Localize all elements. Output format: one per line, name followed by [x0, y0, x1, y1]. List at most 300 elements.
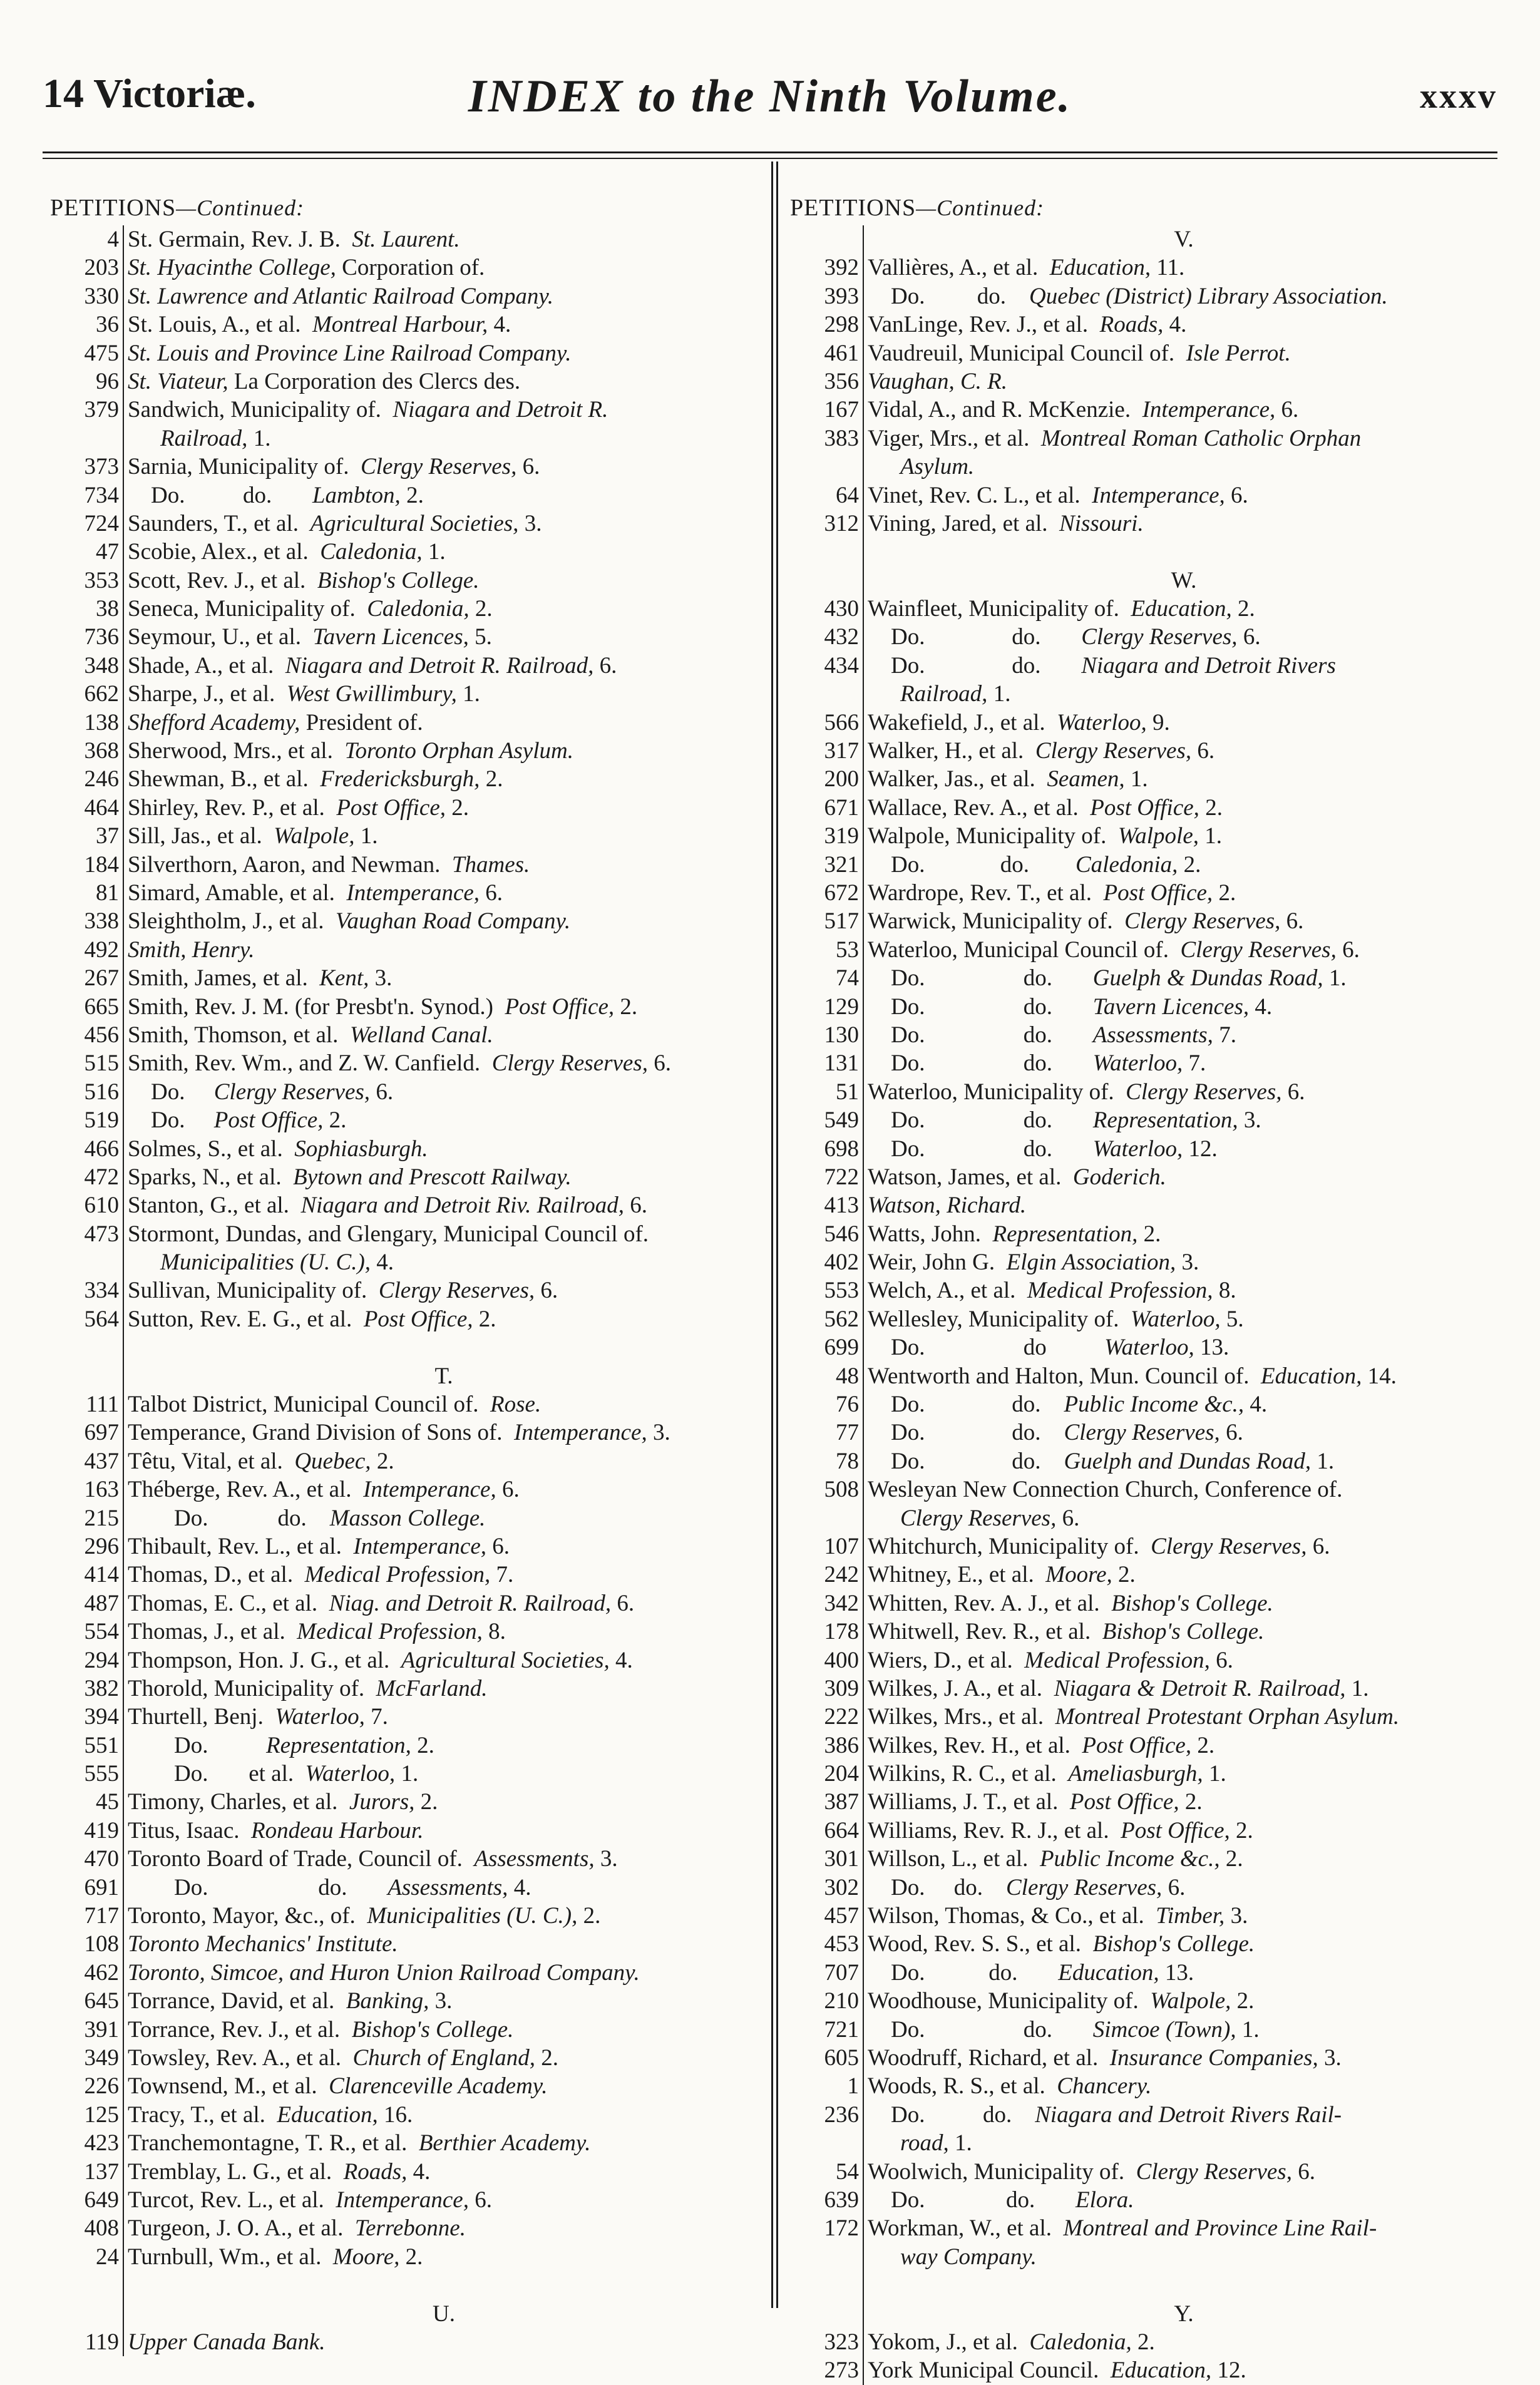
entry-name: Wentworth and Halton, Mun. Council of.	[868, 1363, 1261, 1389]
entry-reference: 6.	[1237, 624, 1261, 650]
entry-number	[790, 567, 864, 595]
entry-text	[864, 282, 1388, 310]
entry-text	[124, 2044, 558, 2072]
entry-number: 456	[50, 1021, 124, 1049]
entry-subject: Roads,	[1099, 312, 1164, 338]
entry-number: 236	[790, 2101, 864, 2129]
entry-text	[124, 2101, 413, 2129]
entry-reference: 2.	[1112, 1562, 1136, 1588]
entry-subject: Clergy Reserves,	[378, 1278, 535, 1304]
entry-number: 36	[50, 310, 124, 339]
entry-name: Saunders, T., et al.	[128, 510, 311, 536]
entry-name: Do. do.	[868, 851, 1075, 878]
entry-subject: Municipalities (U. C.),	[367, 1903, 578, 1929]
entry-name: Smith, Thomson, et al.	[128, 1022, 350, 1048]
entry-subject: Clergy Reserves,	[1035, 738, 1192, 764]
entry-subject: Representation,	[992, 1221, 1138, 1247]
entry-number: 301	[790, 1845, 864, 1873]
entry-number: 108	[50, 1930, 124, 1958]
entry-text	[124, 2129, 591, 2157]
entry-name: Stormont, Dundas, and Glengary, Municipal Council of.	[128, 1221, 649, 1247]
entry-text	[864, 1447, 1334, 1475]
entry-reference: 1.	[1236, 2016, 1260, 2043]
entry-number: 549	[790, 1106, 864, 1134]
entry-number: 203	[50, 254, 124, 282]
entry-name: Do. et al.	[128, 1761, 305, 1787]
index-entry	[790, 2186, 1504, 2214]
entry-text	[124, 2214, 466, 2242]
entry-number: 373	[50, 453, 124, 481]
index-entry	[50, 680, 764, 708]
entry-reference: 2.	[414, 1789, 438, 1815]
entry-text	[864, 822, 1222, 850]
entry-number: 96	[50, 367, 124, 396]
entry-reference: 1.	[354, 823, 378, 849]
entry-number: 724	[50, 510, 124, 538]
entry-number: 400	[790, 1646, 864, 1675]
entry-reference: 8.	[482, 1619, 506, 1645]
entry-name: Thibault, Rev. L., et al.	[128, 1533, 354, 1559]
entry-number: 45	[50, 1788, 124, 1816]
entry-name: Do. do.	[868, 1874, 1006, 1900]
entry-name: St. Louis, A., et al.	[128, 312, 312, 338]
entry-name: Yokom, J., et al.	[868, 2329, 1030, 2355]
index-entry	[50, 936, 764, 964]
entry-number: 402	[790, 1248, 864, 1276]
entry-number: 379	[50, 396, 124, 424]
entry-subject: Caledonia,	[320, 539, 423, 565]
entry-text	[124, 2158, 430, 2186]
entry-reference: 4.	[1249, 993, 1273, 1020]
entry-number: 419	[50, 1817, 124, 1845]
index-entry	[50, 538, 764, 566]
index-entry	[50, 424, 764, 453]
index-entry	[790, 1475, 1504, 1504]
entry-name: Do. do.	[868, 1107, 1093, 1134]
index-entry	[790, 2016, 1504, 2044]
index-entry	[790, 794, 1504, 822]
entry-name: Townsend, M., et al.	[128, 2073, 329, 2100]
entry-number: 391	[50, 2016, 124, 2044]
index-entry	[790, 595, 1504, 623]
entry-subject: Vaughan Road Company.	[335, 908, 571, 935]
entry-reference: 1.	[1203, 1761, 1226, 1787]
entry-name: Wilson, Thomas, & Co., et al.	[868, 1903, 1156, 1929]
entry-name: Wiers, D., et al.	[868, 1647, 1025, 1673]
index-entry	[790, 453, 1504, 481]
entry-name: Vidal, A., and R. McKenzie.	[868, 397, 1142, 423]
entry-number: 519	[50, 1106, 124, 1134]
entry-text	[124, 510, 542, 538]
entry-name: Thorold, Municipality of.	[128, 1675, 376, 1701]
entry-name: Shade, A., et al.	[128, 652, 285, 679]
entry-subject: Intemperance,	[363, 1477, 496, 1503]
entry-number: 393	[790, 282, 864, 310]
entry-reference: 3.	[1176, 1249, 1199, 1276]
entry-name: Viger, Mrs., et al.	[868, 425, 1041, 451]
entry-name: Turnbull, Wm., et al.	[128, 2244, 333, 2270]
entry-text	[124, 765, 503, 793]
entry-subject: Montreal Harbour,	[312, 312, 488, 338]
page-header	[43, 70, 1497, 139]
entry-subject: Elgin Association,	[1006, 1249, 1176, 1276]
entry-text	[124, 1760, 418, 1788]
entry-number: 722	[790, 1163, 864, 1191]
entry-subject: Clergy Reserves,	[1136, 2158, 1292, 2185]
entry-text	[124, 2016, 513, 2044]
index-entry	[790, 1021, 1504, 1049]
entry-subject: Smith, Henry.	[128, 936, 255, 963]
entry-text	[124, 851, 530, 879]
index-entry	[790, 282, 1504, 310]
entry-subject: Education,	[1131, 596, 1232, 622]
entry-subject: Roads,	[343, 2158, 408, 2185]
entry-text	[864, 367, 1007, 396]
entry-subject: Bishop's College.	[1111, 1590, 1273, 1616]
entry-number: 387	[790, 1788, 864, 1816]
entry-name: Thomas, D., et al.	[128, 1562, 305, 1588]
entry-name: Smith, Rev. Wm., and Z. W. Canfield.	[128, 1050, 492, 1077]
entry-name: Do. do.	[868, 1959, 1059, 1986]
entry-number: 546	[790, 1220, 864, 1248]
entry-number: 178	[790, 1618, 864, 1646]
entry-reference: 2.	[399, 2244, 423, 2270]
entry-name: Vallières, A., et al.	[868, 255, 1050, 281]
entry-reference: 14.	[1362, 1363, 1397, 1389]
entry-name: Workman, W., et al.	[868, 2215, 1064, 2242]
entry-name: VanLinge, Rev. J., et al.	[868, 312, 1100, 338]
entry-reference: 3.	[1224, 1903, 1248, 1929]
index-entry	[50, 1333, 764, 1362]
entry-name: Sutton, Rev. E. G., et al.	[128, 1306, 364, 1332]
entry-text	[864, 2158, 1315, 2186]
entry-number: 461	[790, 339, 864, 367]
entry-name: Weir, John G.	[868, 1249, 1007, 1276]
entry-subject: Jurors,	[349, 1789, 415, 1815]
entry-number: 296	[50, 1532, 124, 1561]
entry-number	[790, 2300, 864, 2328]
entry-text	[864, 595, 1255, 623]
index-entry	[790, 1561, 1504, 1589]
entry-subject: Niagara and Detroit Riv. Railroad,	[300, 1192, 625, 1219]
entry-reference: 13.	[1159, 1959, 1194, 1986]
entry-name: Thomas, E. C., et al.	[128, 1590, 329, 1616]
entry-subject: McFarland.	[376, 1675, 488, 1701]
entry-reference: 2.	[371, 1448, 394, 1474]
entry-subject: Niagara and Detroit Rivers	[1081, 652, 1336, 679]
entry-text	[124, 453, 540, 481]
index-entry	[50, 1987, 764, 2015]
entry-name: Titus, Isaac.	[128, 1817, 251, 1844]
index-entry	[50, 1276, 764, 1305]
entry-reference: 2.	[1219, 1846, 1243, 1872]
entry-name: Do.	[128, 1107, 214, 1134]
entry-subject: Education,	[1110, 2357, 1212, 2384]
entry-number: 413	[790, 1191, 864, 1219]
entry-subject: Intemperance,	[346, 880, 480, 906]
entry-name: Welch, A., et al.	[868, 1278, 1027, 1304]
entry-subject: Niagara and Detroit R. Railroad,	[285, 652, 594, 679]
entry-text	[864, 1191, 1026, 1219]
entry-subject: Public Income &c.,	[1064, 1392, 1245, 1418]
entry-subject: Education,	[1049, 255, 1151, 281]
index-entry	[50, 1078, 764, 1106]
entry-text	[124, 1504, 485, 1532]
entry-reference: 6.	[648, 1050, 672, 1077]
index-entry	[50, 1703, 764, 1731]
index-entry	[790, 623, 1504, 651]
entry-number	[50, 1333, 124, 1362]
index-entry	[790, 851, 1504, 879]
index-entry	[50, 822, 764, 850]
entry-text	[124, 1135, 428, 1163]
entry-reference: 8.	[1213, 1278, 1236, 1304]
entry-name: Do. do.	[868, 1136, 1093, 1162]
header-rule-thin	[43, 158, 1497, 159]
entry-number: 664	[790, 1817, 864, 1845]
entry-text	[124, 538, 446, 566]
entry-name: Sparks, N., et al.	[128, 1164, 294, 1190]
entry-reference: 4.	[371, 1249, 394, 1276]
entry-reference: 1.	[456, 681, 480, 707]
entry-subject: Clergy Reserves,	[213, 1079, 371, 1105]
entry-subject: Waterloo,	[1131, 1306, 1221, 1332]
entry-reference: 1.	[1345, 1675, 1369, 1701]
entry-text	[864, 993, 1272, 1021]
entry-name: Sharpe, J., et al.	[128, 681, 287, 707]
entry-name: Wellesley, Municipality of.	[868, 1306, 1131, 1332]
index-entry	[790, 424, 1504, 453]
entry-name: Walker, H., et al.	[868, 738, 1035, 764]
entry-text	[124, 567, 480, 595]
entry-number	[790, 1504, 864, 1532]
index-entry	[50, 1930, 764, 1958]
entry-subject: Lambton,	[312, 482, 401, 508]
entry-subject: Niagara and Detroit Rivers Rail-	[1035, 2101, 1342, 2128]
index-entry	[790, 367, 1504, 396]
entry-subject: Representation,	[265, 1732, 411, 1758]
entry-text	[124, 396, 608, 424]
entry-number: 564	[50, 1305, 124, 1333]
entry-name: Do. do.	[868, 283, 1029, 309]
entry-subject: Waterloo,	[305, 1761, 396, 1787]
entry-subject: Montreal Roman Catholic Orphan	[1040, 425, 1362, 451]
index-entry	[790, 1731, 1504, 1760]
entry-number: 691	[50, 1874, 124, 1902]
entry-text	[124, 282, 553, 310]
index-entry	[790, 1191, 1504, 1219]
entry-text	[864, 879, 1236, 907]
entry-number: 717	[50, 1902, 124, 1930]
entry-text	[124, 1447, 394, 1475]
index-entry	[790, 1163, 1504, 1191]
entry-subject: Bytown and Prescott Railway.	[293, 1164, 572, 1190]
entry-reference: 3.	[1238, 1107, 1261, 1134]
entry-reference: 2.	[1229, 1817, 1253, 1844]
entry-name: Sill, Jas., et al.	[128, 823, 274, 849]
entry-number: 312	[790, 510, 864, 538]
entry-reference: 1.	[395, 1761, 419, 1787]
entry-number: 392	[790, 254, 864, 282]
entry-name: Wesleyan New Connection Church, Conference of.	[868, 1477, 1343, 1503]
entry-subject: Nissouri.	[1059, 510, 1144, 536]
entry-subject: Waterloo,	[1104, 1335, 1194, 1361]
entry-subject: Shefford Academy,	[128, 709, 300, 736]
entry-subject: Waterloo,	[1092, 1050, 1183, 1077]
index-entry	[50, 1163, 764, 1191]
entry-number: 515	[50, 1049, 124, 1077]
entry-number: 382	[50, 1675, 124, 1703]
entry-name: Temperance, Grand Division of Sons of.	[128, 1420, 515, 1446]
entry-reference: 6.	[1191, 738, 1215, 764]
index-entry	[790, 680, 1504, 708]
entry-name: Wilkes, Mrs., et al.	[868, 1704, 1055, 1730]
entry-subject: Post Office,	[1103, 880, 1213, 906]
entry-number	[790, 538, 864, 566]
entry-text	[864, 652, 1336, 680]
heading-suffix: —Continued:	[176, 195, 305, 220]
index-entry	[790, 2214, 1504, 2242]
entry-name: Whitwell, Rev. R., et al.	[868, 1619, 1102, 1645]
entry-reference: 6.	[486, 1533, 510, 1559]
entry-reference: 1.	[948, 2130, 972, 2157]
index-entry	[790, 2101, 1504, 2129]
entry-text	[864, 1135, 1218, 1163]
entry-number: 78	[790, 1447, 864, 1475]
entry-subject: Banking,	[346, 1988, 429, 2014]
entry-text	[864, 964, 1347, 992]
entry-text	[124, 254, 485, 282]
entry-name: Turcot, Rev. L., et al.	[128, 2187, 336, 2213]
index-entry	[790, 1390, 1504, 1418]
entry-text	[864, 1220, 1161, 1248]
entry-reference: 4.	[609, 1647, 633, 1673]
entry-subject: road,	[900, 2130, 949, 2157]
entry-number: 665	[50, 993, 124, 1021]
entry-text	[864, 1902, 1248, 1930]
entry-name: Toronto, Mayor, &c., of.	[128, 1903, 367, 1929]
entry-subject: Timber,	[1156, 1903, 1225, 1929]
entry-name: Do. do.	[868, 1448, 1064, 1474]
entry-reference: 4.	[488, 312, 511, 338]
entry-reference: 12.	[1183, 1136, 1218, 1162]
entry-name: Vaudreuil, Municipal Council of.	[868, 340, 1186, 366]
entry-reference: 1.	[1323, 965, 1347, 992]
right-column-heading	[790, 193, 1504, 225]
entry-number: 226	[50, 2072, 124, 2100]
entry-subject: Assessments,	[388, 1874, 508, 1900]
entry-text	[124, 1163, 572, 1191]
index-entry	[50, 254, 764, 282]
entry-reference: 5.	[468, 624, 492, 650]
index-entry	[790, 1646, 1504, 1675]
entry-subject: Caledonia,	[367, 596, 470, 622]
entry-reference: 6.	[535, 1278, 558, 1304]
entry-subject: Clergy Reserves,	[1180, 936, 1337, 963]
entry-subject: Isle Perrot.	[1186, 340, 1291, 366]
entry-text	[864, 2044, 1342, 2072]
entry-text	[864, 1987, 1254, 2015]
entry-number	[790, 2243, 864, 2271]
entry-number: 64	[790, 481, 864, 510]
entry-reference: 3.	[1318, 2045, 1342, 2071]
entry-reference: 6.	[370, 1079, 394, 1105]
entry-name: Scobie, Alex., et al.	[128, 539, 321, 565]
entry-text	[124, 1731, 434, 1760]
entry-number: 48	[790, 1362, 864, 1390]
entry-subject: Vaughan, C. R.	[868, 368, 1008, 394]
entry-name: Do. do.	[868, 2101, 1035, 2128]
entry-number: 671	[790, 794, 864, 822]
entry-name: Scott, Rev. J., et al.	[128, 567, 317, 593]
entry-subject: Walpole,	[274, 823, 355, 849]
index-entry	[50, 1021, 764, 1049]
entry-name: Walker, Jas., et al.	[868, 766, 1047, 792]
entry-subject: Welland Canal.	[349, 1022, 493, 1048]
entry-number: 317	[790, 737, 864, 765]
entry-number: 470	[50, 1845, 124, 1873]
index-entry	[790, 254, 1504, 282]
entry-number: 487	[50, 1589, 124, 1618]
entry-reference: President of.	[300, 709, 423, 736]
entry-number: 342	[790, 1589, 864, 1618]
entry-name: Stanton, G., et al.	[128, 1192, 301, 1219]
entry-number: 734	[50, 481, 124, 510]
entry-subject: Sophiasburgh.	[294, 1136, 428, 1162]
entry-subject: Agricultural Societies,	[401, 1647, 610, 1673]
entry-number: 475	[50, 339, 124, 367]
index-entry	[790, 1362, 1504, 1390]
entry-text	[124, 310, 511, 339]
entry-reference: 16.	[377, 2101, 413, 2128]
entry-text	[124, 623, 492, 651]
entry-text	[124, 1305, 496, 1333]
index-entry	[50, 367, 764, 396]
header-rule	[43, 151, 1497, 153]
index-entry	[50, 1646, 764, 1675]
entry-text	[124, 822, 377, 850]
entry-text: U.	[433, 2300, 455, 2327]
entry-number: 37	[50, 822, 124, 850]
entry-number: 200	[790, 765, 864, 793]
column-divider	[771, 162, 773, 2308]
section-letter	[790, 225, 1504, 254]
entry-number: 138	[50, 709, 124, 737]
heading-suffix: —Continued:	[916, 195, 1045, 220]
entry-text	[864, 538, 868, 566]
entry-subject: Goderich.	[1072, 1164, 1166, 1190]
index-entry	[50, 1618, 764, 1646]
entry-reference: 6.	[1291, 2158, 1315, 2185]
entry-reference: 6.	[624, 1192, 648, 1219]
entry-name: Woods, R. S., et al.	[868, 2073, 1057, 2100]
page-title: INDEX to the Ninth Volume.	[468, 71, 1072, 122]
entry-subject: Assessments,	[1092, 1022, 1213, 1048]
entry-reference: 2.	[480, 766, 503, 792]
index-entry	[50, 1731, 764, 1760]
entry-number: 163	[50, 1475, 124, 1504]
entry-name: Seymour, U., et al.	[128, 624, 313, 650]
entry-reference: 2.	[400, 482, 424, 508]
entry-text	[124, 737, 573, 765]
entry-text	[124, 680, 480, 708]
entry-name: Do. do.	[868, 652, 1082, 679]
entry-subject: Municipalities (U. C.),	[160, 1249, 371, 1276]
entry-subject: Waterloo,	[1092, 1136, 1183, 1162]
entry-text	[864, 1959, 1194, 1987]
entry-number: 76	[790, 1390, 864, 1418]
index-entry	[790, 2271, 1504, 2299]
